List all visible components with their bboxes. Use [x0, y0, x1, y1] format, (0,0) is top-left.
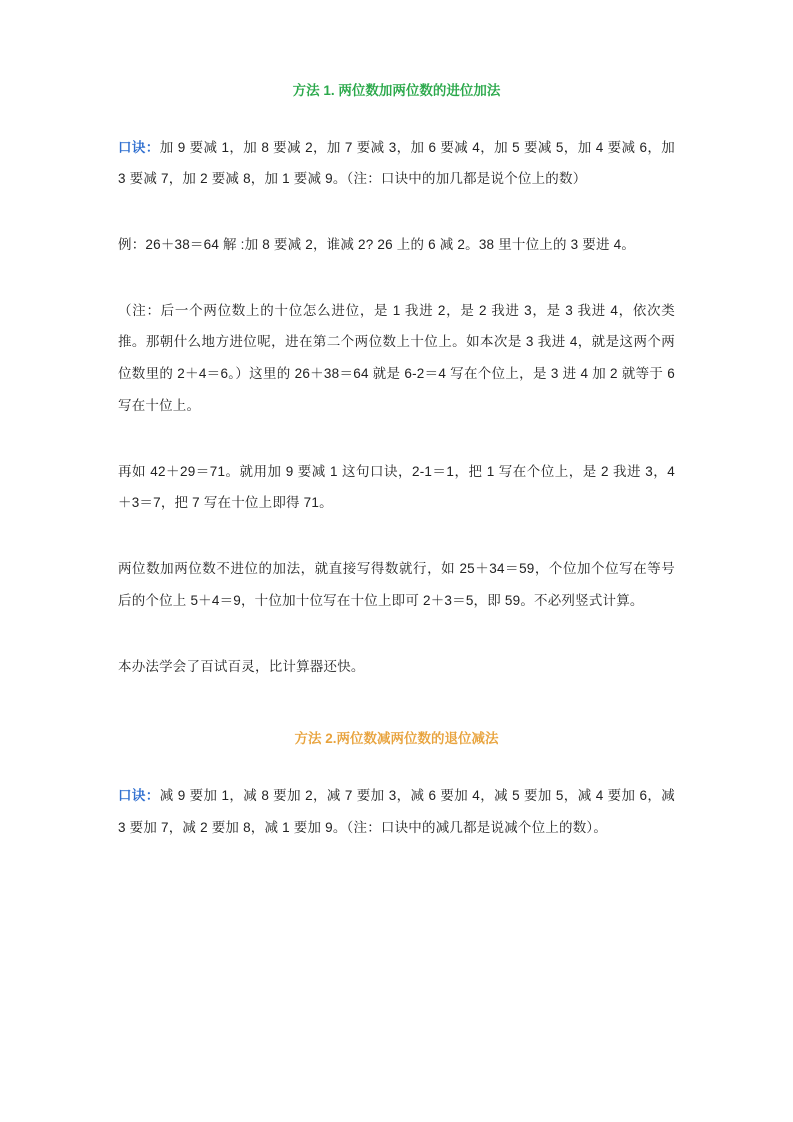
spacer	[118, 750, 675, 780]
paragraph-text: （注：后一个两位数上的十位怎么进位，是 1 我进 2，是 2 我进 3，是 3 我进 4，依次类推。那朝什么地方进位呢，进在第二个两位数上十位上。如本次是 3 我进 4，就是这两个两位数里的 2＋4＝6。）这里的 26＋38＝64 就是 6-2＝4 写在个位上，是 3 进 4 加 2 就等于 6 写在十位上。	[118, 302, 675, 413]
spacer	[118, 519, 675, 553]
paragraph-label: 口诀：	[118, 139, 160, 155]
paragraph-label: 口诀：	[118, 787, 160, 803]
paragraph-no-carry-addition	[118, 553, 675, 616]
paragraph-conclusion	[118, 651, 675, 683]
paragraph-example-42-29	[118, 456, 675, 519]
section-heading-method-2: 方法 2.两位数减两位数的退位减法	[294, 731, 499, 747]
paragraph-text: 减 9 要加 1，减 8 要加 2，减 7 要加 3，减 6 要加 4，减 5 要加 5，减 4 要加 6，减 3 要加 7，减 2 要加 8，减 1 要加 9。（注：口诀中的减几都是说减个位上的数）。	[118, 787, 676, 835]
spacer	[118, 261, 675, 295]
paragraph-formula-addition	[118, 132, 675, 195]
section-heading-method-1: 方法 1. 两位数加两位数的进位加法	[292, 83, 501, 98]
spacer	[118, 617, 675, 651]
spacer	[118, 195, 675, 229]
spacer	[118, 102, 675, 132]
paragraph-formula-subtraction	[118, 780, 675, 843]
paragraph-text: 再如 42＋29＝71。就用加 9 要减 1 这句口诀，2-1＝1，把 1 写在个位上，是 2 我进 3，4＋3＝7，把 7 写在十位上即得 71。	[118, 463, 675, 511]
paragraph-text: 两位数加两位数不进位的加法，就直接写得数就行，如 25＋34＝59，个位加个位写在等号后的个位上 5＋4＝9，十位加十位写在十位上即可 2＋3＝5，即 59。不必列竖式计算。	[118, 561, 675, 608]
paragraph-note-carry	[118, 295, 675, 422]
spacer	[118, 422, 675, 456]
paragraph-text: 加 9 要减 1，加 8 要减 2，加 7 要减 3，加 6 要减 4，加 5 要减 5，加 4 要减 6，加 3 要减 7，加 2 要减 8，加 1 要减 9。（注：口诀中的加几都是说个位上的数）	[118, 139, 676, 187]
paragraph-example-26-38	[118, 229, 675, 261]
paragraph-text: 本办法学会了百试百灵，比计算器还快。	[118, 658, 365, 674]
spacer	[118, 682, 675, 728]
paragraph-text: 例：26＋38＝64 解 :加 8 要减 2，谁减 2? 26 上的 6 减 2。38 里十位上的 3 要进 4。	[118, 237, 636, 253]
